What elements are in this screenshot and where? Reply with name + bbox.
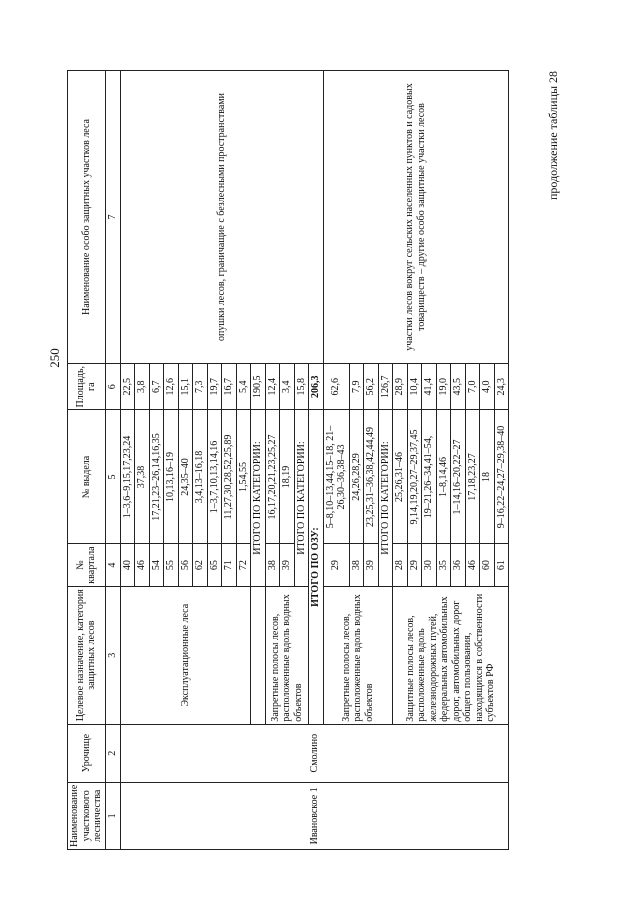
header-quarter: № квартала: [68, 544, 106, 586]
plot-cell: 9–16,22–24,27–29,38–40: [494, 410, 509, 544]
header-row: [68, 71, 106, 850]
quarter-cell: 71: [222, 544, 237, 586]
quarter-cell: 46: [465, 544, 480, 586]
quarter-cell: 65: [207, 544, 222, 586]
area-cell: 7,0: [465, 363, 480, 410]
subtotal-value: 190,5: [251, 363, 266, 410]
plot-cell: 1–14,16–20,22–27: [451, 410, 466, 544]
quarter-cell: 62: [193, 544, 208, 586]
col-index: 4: [105, 544, 120, 586]
plot-cell: 1–3,7,10,13,14,16: [207, 410, 222, 544]
plot-cell: 17,18,23,27: [465, 410, 480, 544]
quarter-cell: 38: [349, 544, 364, 586]
area-cell: 4,0: [480, 363, 495, 410]
column-index-row: [105, 71, 120, 850]
area-cell: 6,7: [149, 363, 164, 410]
plot-cell: 18,19: [280, 410, 295, 544]
table-caption: продолжение таблицы 28: [546, 70, 560, 200]
area-cell: 28,9: [393, 363, 408, 410]
quarter-cell: 56: [178, 544, 193, 586]
quarter-cell: 39: [280, 544, 295, 586]
page-number: 250: [47, 348, 62, 368]
quarter-cell: 54: [149, 544, 164, 586]
forest-table: [67, 70, 509, 850]
quarter-cell: 60: [480, 544, 495, 586]
area-cell: 3,8: [135, 363, 150, 410]
area-cell: 3,4: [280, 363, 295, 410]
header-tract: Урочище: [68, 724, 106, 782]
category-cell: Запретные полосы лесов, расположенные вдоль водных объектов: [323, 586, 393, 724]
quarter-cell: 30: [422, 544, 437, 586]
osu-note: опушки лесов, граничащие с безлесными пространствами: [120, 71, 323, 364]
col-index: 6: [105, 363, 120, 410]
quarter-cell: 39: [364, 544, 379, 586]
forestry-name: Ивановское 1: [120, 782, 509, 849]
quarter-cell: 46: [135, 544, 150, 586]
quarter-cell: 55: [164, 544, 179, 586]
plot-cell: 37,38: [135, 410, 150, 544]
area-cell: 19,0: [436, 363, 451, 410]
area-cell: 56,2: [364, 363, 379, 410]
osu-note: участки лесов вокруг сельских населенных пунктов и садовых товариществ – другие особо защитные участки лесов: [323, 71, 509, 364]
ozu-total-label: ИТОГО ПО ОЗУ:: [309, 410, 324, 724]
quarter-cell: 72: [236, 544, 251, 586]
header-plot: № выдела: [68, 410, 106, 544]
header-osu-name: Наименование особо защитных участков леса: [68, 71, 106, 364]
quarter-cell: 28: [393, 544, 408, 586]
quarter-cell: 35: [436, 544, 451, 586]
plot-cell: 16,17,20,21,23,25,27: [265, 410, 280, 544]
plot-cell: 5–8,10–13,44,15–18, 21–26,30–36,38–43: [323, 410, 349, 544]
subtotal-value: 15,8: [294, 363, 309, 410]
col-index: 2: [105, 724, 120, 782]
area-cell: 19,7: [207, 363, 222, 410]
quarter-cell: 61: [494, 544, 509, 586]
table-row: [120, 71, 135, 850]
plot-cell: 1,54,55: [236, 410, 251, 544]
header-area: Площадь, га: [68, 363, 106, 410]
area-cell: 10,4: [407, 363, 422, 410]
col-index: 5: [105, 410, 120, 544]
area-cell: 12,4: [265, 363, 280, 410]
plot-cell: 3,4,13–16,18: [193, 410, 208, 544]
plot-cell: 25,26,31–46: [393, 410, 408, 544]
area-cell: 24,3: [494, 363, 509, 410]
category-cell: Защитные полосы лесов, расположенные вдоль железнодорожных путей, федеральных автомобильных дорог, автомобильных дорог общего пользования, находящихся в собственности субъектов РФ: [393, 586, 509, 724]
plot-cell: 24,35–40: [178, 410, 193, 544]
subtotal-value: 126,7: [378, 363, 393, 410]
quarter-cell: 29: [407, 544, 422, 586]
col-index: 7: [105, 71, 120, 364]
plot-cell: 18: [480, 410, 495, 544]
subtotal-label: ИТОГО ПО КАТЕГОРИИ:: [294, 410, 309, 586]
plot-cell: 1–8,14,46: [436, 410, 451, 544]
subtotal-label: ИТОГО ПО КАТЕГОРИИ:: [378, 410, 393, 586]
category-cell: Запретные полосы лесов, расположенные вдоль водных объектов: [265, 586, 309, 724]
col-index: 1: [105, 782, 120, 849]
plot-cell: 9,14,19,20,27–29,37,45: [407, 410, 422, 544]
area-cell: 62,6: [323, 363, 349, 410]
category-cell: Эксплуатационные леса: [120, 586, 251, 724]
quarter-cell: 29: [323, 544, 349, 586]
area-cell: 7,3: [193, 363, 208, 410]
area-cell: 41,4: [422, 363, 437, 410]
col-index: 3: [105, 586, 120, 724]
area-cell: 22,5: [120, 363, 135, 410]
plot-cell: 19–21,26–34,41–54,: [422, 410, 437, 544]
area-cell: 5,4: [236, 363, 251, 410]
header-forestry: Наименование участкового лесничества: [68, 782, 106, 849]
plot-cell: 10,13,16–19: [164, 410, 179, 544]
rotated-table-wrapper: [67, 70, 537, 850]
area-cell: 15,1: [178, 363, 193, 410]
area-cell: 43,5: [451, 363, 466, 410]
plot-cell: 23,25,31–36,38,42,44,49: [364, 410, 379, 544]
quarter-cell: 40: [120, 544, 135, 586]
plot-cell: 24,26,28,29: [349, 410, 364, 544]
area-cell: 16,7: [222, 363, 237, 410]
header-category: Целевое назначение, категория защитных лесов: [68, 586, 106, 724]
area-cell: 7,9: [349, 363, 364, 410]
ozu-total-value: 206,3: [309, 363, 324, 410]
subtotal-label: ИТОГО ПО КАТЕГОРИИ:: [251, 410, 266, 586]
plot-cell: 17,21,23–26,14,16,35: [149, 410, 164, 544]
tract-name: Смолино: [120, 724, 509, 782]
quarter-cell: 36: [451, 544, 466, 586]
area-cell: 12,6: [164, 363, 179, 410]
plot-cell: 1–3,6–9,15,17,23,24: [120, 410, 135, 544]
quarter-cell: 38: [265, 544, 280, 586]
plot-cell: 11,27,30,28,52,25,89: [222, 410, 237, 544]
